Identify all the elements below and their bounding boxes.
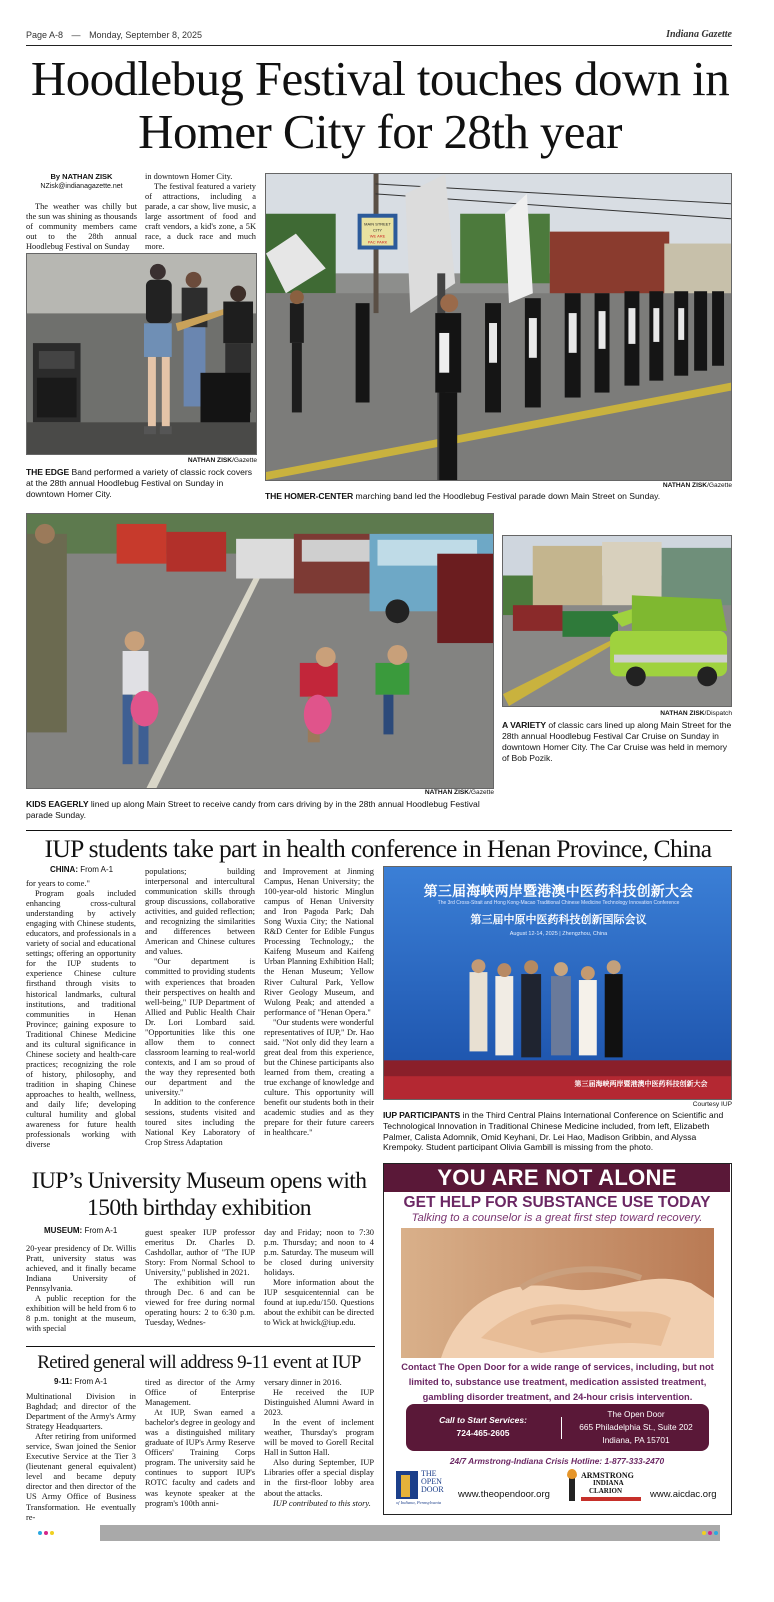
logo-text: CLARION xyxy=(589,1487,623,1495)
band-photo-illustration xyxy=(27,254,256,454)
ad-org-name: The Open Door xyxy=(607,1409,665,1419)
ad-crisis-hotline[interactable]: 24/7 Armstrong-Indiana Crisis Hotline: 1-877-333-2470 xyxy=(449,1456,665,1466)
story1-paragraph: The festival featured a variety of attractions, including a parade, a car show, live music, a large assortment of food and craft vendors, a kid's zone, a 5K race, a duck race and much more. xyxy=(145,182,256,252)
story4-paragraph: Multinational Division in Baghdad; and director of the Department of the Army's Army Strategy Headquarters. xyxy=(26,1392,136,1432)
story2-paragraph: Program goals included enhancing cross-cultural understanding by actively engaging with Chinese students, educators, and professionals in a variety of social and educational settings; offering an opportunity for the IUP students to experience Chinese culture firsthand through visits to historical landmarks, cultural institutions, and traditional communities in Henan Province; gaining exposure to Traditional Chinese Medicine and its cultural significance in Chinese society and health-care practices; recognizing the role of history, philosophy, and tradition in shaping Chinese approaches to health, wellness, and daily life; developing cultural humility and global awareness for future health professionals working with diverse xyxy=(26,889,136,1150)
conference-banner-line2: 第三届中原中医药科技创新国际会议 xyxy=(470,913,647,926)
photo-band-stage xyxy=(26,253,257,455)
street-sign-text: PAC PARK xyxy=(367,239,388,245)
street-sign-text: CITY xyxy=(372,227,383,233)
photo-credit: NATHAN ZISK/Gazette xyxy=(424,789,494,796)
caption-lead: THE HOMER-CENTER xyxy=(265,491,354,501)
ad-contact-panel xyxy=(406,1404,709,1451)
magenta-dot xyxy=(708,1531,712,1535)
story2-col1 xyxy=(26,879,136,1150)
magenta-dot xyxy=(44,1531,48,1535)
story1-paragraph: The weather was chilly but the sun was shining as thousands of community members came out to the 28th annual Hoodlebug Festival on Sunday xyxy=(26,202,137,252)
kids-candy-illustration xyxy=(27,514,493,788)
conference-floor-banner: 第三届海峡两岸暨港澳中医药科技创新大会 xyxy=(574,1080,708,1088)
open-door-logo xyxy=(396,1469,452,1509)
headline-retired-general: Retired general will address 9-11 event at IUP xyxy=(37,1352,361,1373)
story2-col3 xyxy=(264,867,374,1138)
story4-paragraph: versary dinner in 2016. xyxy=(264,1378,342,1387)
photo-classic-cars xyxy=(502,535,732,707)
story4-paragraph: Also during September, IUP Libraries offer a special display in the first-floor lobby area about the attacks. xyxy=(264,1458,374,1498)
aicdac-logo xyxy=(567,1469,647,1511)
story4-col1 xyxy=(26,1392,136,1523)
open-door-advertisement[interactable] xyxy=(383,1163,732,1515)
logo-text: DOOR xyxy=(421,1485,444,1494)
conference-banner-line1: 第三届海峡两岸暨港澳中医药科技创新大会 xyxy=(423,884,694,900)
story2-paragraph: In addition to the conference sessions, students visited and toured sites including the National Key Laboratory of Crop Stress Adaptation xyxy=(145,1098,255,1148)
story3-col3 xyxy=(264,1228,374,1328)
ad-call-label: Call to Start Services: xyxy=(439,1415,527,1425)
story3-paragraph: 20-year presidency of Dr. Willis Pratt, university status was achieved, and it finally became Indiana University of Pennsylvania. xyxy=(26,1244,136,1294)
cyan-dot xyxy=(38,1531,42,1535)
story1-col1 xyxy=(26,172,137,252)
street-sign-text: MAIN STREET xyxy=(364,221,391,227)
caption-lead: A VARIETY xyxy=(502,720,546,730)
marching-band-illustration xyxy=(266,174,731,480)
photo-credit: NATHAN ZISK/Gazette xyxy=(662,482,732,489)
story3-paragraph: More information about the IUP sesquicentennial can be found at iup.edu/150. Questions about the exhibit can be directed to Wick at hwick@iup.edu. xyxy=(264,1278,374,1328)
conference-banner-date: August 12-14, 2025 | Zhengzhou, China xyxy=(509,931,608,937)
photo-credit: NATHAN ZISK/Gazette xyxy=(187,457,257,464)
registration-dots-left xyxy=(38,1531,58,1535)
jump-line-911: 9-11: From A-1 xyxy=(54,1377,108,1386)
caption-lead: THE EDGE xyxy=(26,467,70,477)
story4-paragraph: tired as director of the Army Office of Enterprise Management. xyxy=(145,1378,255,1408)
photo-credit: NATHAN ZISK/Dispatch xyxy=(660,710,732,717)
ad-phone[interactable]: 724-465-2605 xyxy=(456,1428,510,1438)
street-sign-text: WE ARE xyxy=(369,233,386,239)
photo-caption: KIDS EAGERLY lined up along Main Street to receive candy from cars driving by in the 28th annual Hoodlebug Festival parade Sunday. xyxy=(26,799,480,820)
story4-col3 xyxy=(264,1378,374,1509)
story2-paragraph: populations; building interpersonal and intercultural communication skills through group discussions, collaborative activities, and guided reflection; and recognizing the similarities and differences between American and Chinese cultures and values. xyxy=(145,867,255,957)
caption-lead: IUP PARTICIPANTS xyxy=(383,1110,461,1120)
logo-subtext: of Indiana, Pennsylvania xyxy=(396,1500,442,1505)
headline-hoodlebug: Hoodlebug Festival touches down in Homer City for 28th year xyxy=(30,51,730,159)
cyan-dot xyxy=(714,1531,718,1535)
story2-col2 xyxy=(145,867,255,1148)
ad-website-aicdac[interactable]: www.aicdac.org xyxy=(650,1489,717,1500)
story2-paragraph: "Our department is committed to providing students with experiences that broaden their perspectives on health and well-being," IUP Department of Allied and Public Health Chair Dr. Lori Lombard said. "Opportunities like this one allow them to connect classroom learning to real-world contexts, and I am so proud of the way they represented both our department and the university." xyxy=(145,957,255,1098)
story1-paragraph: in downtown Homer City. xyxy=(145,172,233,181)
story4-paragraph: He received the IUP Distinguished Alumni Award in 2023. xyxy=(264,1388,374,1418)
photo-kids-candy xyxy=(26,513,494,789)
story4-paragraph: In the event of inclement weather, Thursday's program will be moved to Gorell Recital Hall in Sutton Hall. xyxy=(264,1418,374,1458)
ad-contact-divider xyxy=(561,1417,562,1439)
photo-marching-band xyxy=(265,173,732,481)
torch-flame-icon xyxy=(567,1469,577,1479)
ad-tagline: Talking to a counselor is a great first step toward recovery. xyxy=(411,1212,703,1224)
headline-iup-china: IUP students take part in health conference in Henan Province, China xyxy=(44,834,712,863)
ad-address-line2: Indiana, PA 15701 xyxy=(602,1435,670,1445)
logo-text: OPEN xyxy=(421,1477,442,1486)
story3-col2 xyxy=(145,1228,255,1328)
story2-paragraph: for years to come." xyxy=(26,879,90,888)
photo-caption: THE EDGE Band performed a variety of classic rock covers at the 28th annual Hoodlebug Festival on Sunday in downtown Homer City. xyxy=(26,467,253,499)
story2-paragraph: "Our students were wonderful representatives of IUP," Dr. Hao said. "Not only did they learn a great deal from this experience, but the Chinese participants also learned from them, creating a true exchange of knowledge and culture. This opportunity will benefit our students both in their academic studies and as they prepare for their future careers in healthcare." xyxy=(264,1017,374,1138)
ad-website-opendoor[interactable]: www.theopendoor.org xyxy=(458,1489,550,1500)
jump-line-museum: MUSEUM: From A-1 xyxy=(44,1226,118,1235)
conference-banner-english: The 3rd Cross-Strait and Hong Kong-Macao Traditional Chinese Medicine Technology Innovation Conference xyxy=(437,900,680,906)
story4-paragraph: At IUP, Swan earned a bachelor's degree in geology and was a distinguished military graduate of IUP's Army Reserve Officers' Training Corps program. The university said he continues to support IUP's ROTC faculty and cadets and was keynote speaker at the program's 100th anni- xyxy=(145,1408,255,1508)
paper-name: Indiana Gazette xyxy=(666,29,732,40)
section-divider xyxy=(26,830,732,831)
ad-title: YOU ARE NOT ALONE xyxy=(437,1165,677,1190)
story4-paragraph: IUP contributed to this story. xyxy=(273,1498,371,1508)
story4-paragraph: After retiring from uniformed service, Swan joined the Senior Executive Service at the Tier 3 (lieutenant general equivalent) level and became deputy director and then director of the US Army Office of Business Transformation. He eventually re- xyxy=(26,1432,136,1522)
story2-paragraph: and Improvement at Jinming Campus, Henan University; the 100-year-old historic Minglun campus of Henan University and Iron Pagoda Park; Dah Song Wuxia City; the National R&D Center for Edible Fungus Processing Technology,; the Kaifeng Museum and Kaifeng Urban Planning Exhibition Hall; the Henan Museum; Yellow River Cultural Park, Yellow River Geology Museum, and Wulong Peak; and attended a performance of "Henan Opera." xyxy=(264,867,374,1017)
photo-caption: A VARIETY of classic cars lined up along Main Street for the 28th annual Hoodlebug Festival Car Cruise on Sunday in downtown Homer City. The Car Cruise was held in memory of Bob Pozik. xyxy=(502,720,732,763)
ad-hands-image xyxy=(401,1228,714,1358)
ad-address-line1: 665 Philadelphia St., Suite 202 xyxy=(579,1422,693,1432)
story-divider xyxy=(26,1346,375,1347)
story4-col2 xyxy=(145,1378,255,1509)
story3-paragraph: The exhibition will run through Dec. 6 and can be viewed for free during normal operating hours: 2 to 6:30 p.m. Tuesday, Wednes- xyxy=(145,1278,255,1328)
page-number: Page A-8 xyxy=(26,30,64,40)
byline: By NATHAN ZISK xyxy=(50,172,113,181)
photo-caption: THE HOMER-CENTER marching band led the Hoodlebug Festival parade down Main Street on Sunday. xyxy=(265,491,661,501)
page-header xyxy=(26,30,732,46)
story3-col1 xyxy=(26,1244,136,1334)
header-separator: — xyxy=(71,30,81,40)
story3-paragraph: A public reception for the exhibition will be held from 6 to 8 p.m. tonight at the museum, with special xyxy=(26,1294,136,1334)
ad-subtitle: GET HELP FOR SUBSTANCE USE TODAY xyxy=(403,1194,711,1211)
photo-credit: Courtesy IUP xyxy=(692,1101,732,1108)
headline-university-museum: IUP’s University Museum opens with 150th birthday exhibition xyxy=(31,1168,367,1221)
byline-email: NZisk@indianagazette.net xyxy=(40,183,123,190)
photo-conference-participants xyxy=(383,866,732,1100)
logo-text: ARMSTRONG xyxy=(581,1471,634,1480)
page-date: Monday, September 8, 2025 xyxy=(89,30,202,40)
caption-lead: KIDS EAGERLY xyxy=(26,799,89,809)
classic-cars-illustration xyxy=(503,536,731,706)
door-icon-opening xyxy=(401,1475,410,1497)
logo-stripe xyxy=(581,1497,641,1501)
yellow-dot xyxy=(50,1531,54,1535)
photo-caption: IUP PARTICIPANTS in the Third Central Plains International Conference on Scientific and Technological Innovation in Traditional Chinese Medicine included, from left, Elizabeth Palmer, Calista Adomnik, Omid Keyhani, Dr. Lei Hao, Madison Gribbin, and Alyssa Krempoky. Student participant Olivia Gambill is missing from the photo. xyxy=(383,1110,724,1153)
ad-body-text: Contact The Open Door for a wide range of services, including, but not limited to, substance use treatment, medication assisted treatment, gambling disorder treatment, and 24-hour crisis intervention. xyxy=(401,1362,714,1402)
torch-icon xyxy=(569,1477,575,1501)
registration-dots-right xyxy=(702,1531,722,1535)
story1-col2 xyxy=(145,172,256,252)
jump-line-china: CHINA: From A-1 xyxy=(50,865,114,874)
story3-paragraph: guest speaker IUP professor emeritus Dr. Charles D. Cashdollar, author of "The IUP Story: From Normal School to University," published in 2021. xyxy=(145,1228,255,1278)
story3-paragraph: day and Friday; noon to 7:30 p.m. Thursday; and noon to 4 p.m. Saturday. The museum will be closed during university holidays. xyxy=(264,1228,374,1278)
logo-text: INDIANA xyxy=(593,1479,624,1487)
logo-text: THE xyxy=(421,1469,437,1478)
footer-bar xyxy=(100,1525,720,1541)
yellow-dot xyxy=(702,1531,706,1535)
